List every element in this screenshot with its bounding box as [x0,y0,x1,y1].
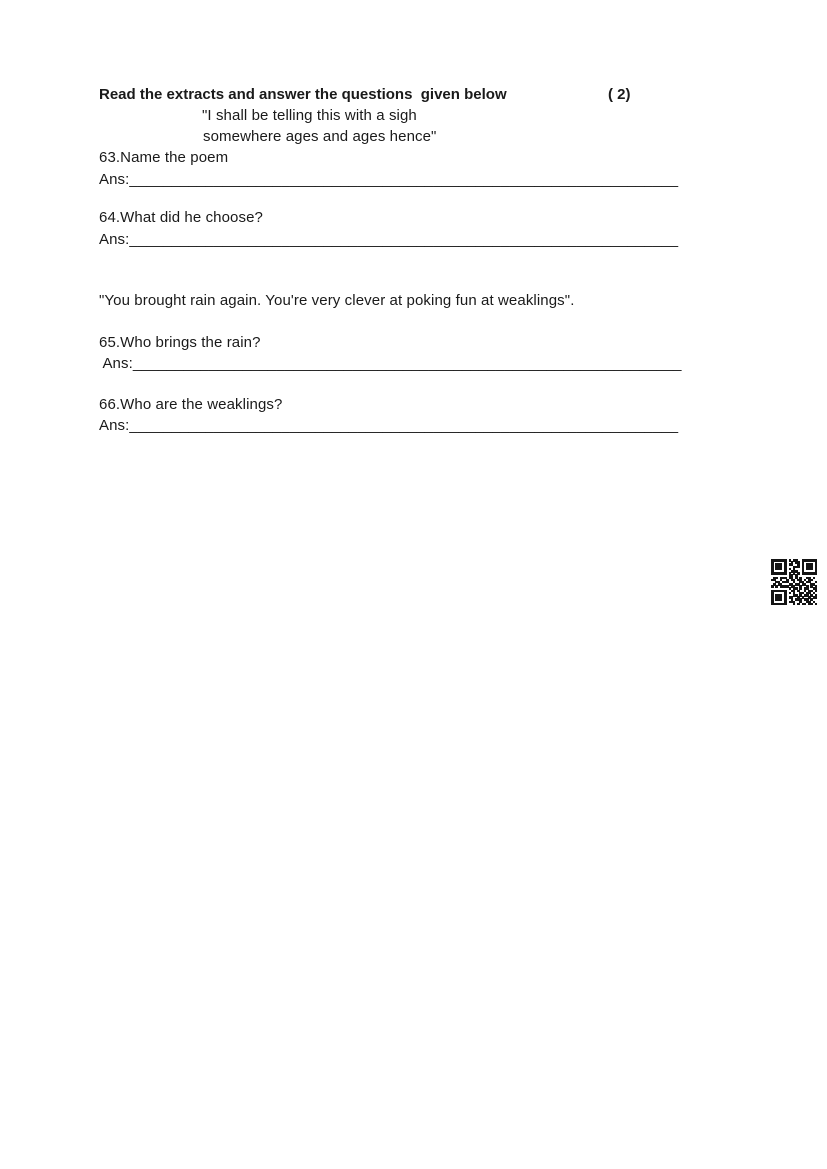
poem-extract-line-1: "I shall be telling this with a sigh [202,107,417,124]
question-63-answer-line: Ans:_________________________________________________________________ [99,171,679,188]
question-63-label: 63.Name the poem [99,149,229,166]
question-66-answer-line: Ans:_________________________________________________________________ [99,417,679,434]
marks-label: ( 2) [608,86,631,103]
question-66-label: 66.Who are the weaklings? [99,396,283,413]
question-65-label: 65.Who brings the rain? [99,334,261,351]
qr-code [771,559,817,605]
poem-extract-line-2: somewhere ages and ages hence" [203,128,437,145]
question-64-label: 64.What did he choose? [99,209,263,226]
question-65-answer-line: Ans:_________________________________________________________________ [99,355,682,372]
question-64-answer-line: Ans:_________________________________________________________________ [99,231,679,248]
prose-extract: "You brought rain again. You're very clever at poking fun at weaklings". [99,292,575,309]
instruction-heading: Read the extracts and answer the questions given below [99,86,507,103]
